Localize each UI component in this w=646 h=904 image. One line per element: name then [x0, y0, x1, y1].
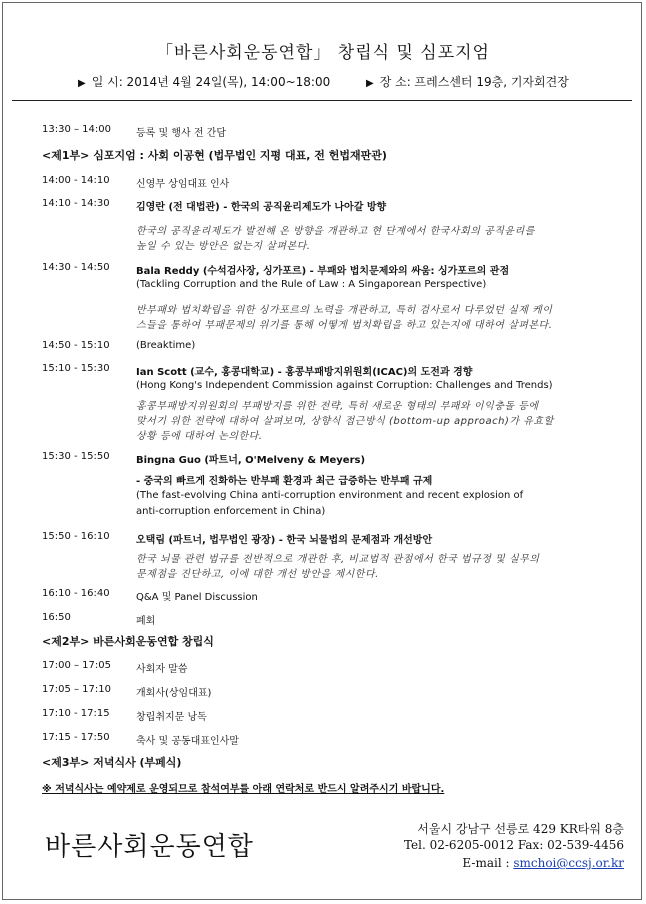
part-heading — [42, 754, 181, 770]
schedule-description: 상황 등에 대하여 논의한다. — [136, 431, 263, 442]
schedule-subtitle-en: (The fast-evolving China anti-corruption environment and recent explosion of — [136, 490, 524, 501]
schedule-time: 15:10 - 15:30 — [42, 363, 110, 374]
schedule-time: 14:30 - 14:50 — [42, 262, 110, 273]
schedule-description: 높일 수 있는 방안은 없는지 살펴본다. — [136, 241, 311, 252]
schedule-time: 14:10 - 14:30 — [42, 198, 110, 209]
place-info — [366, 73, 569, 90]
part-number: <제2부> — [42, 635, 90, 648]
schedule-text: 신영무 상임대표 인사 — [136, 179, 230, 190]
schedule-time: 14:50 - 15:10 — [42, 340, 110, 351]
schedule-text: 김영란 (전 대법관) - 한국의 공직윤리제도가 나아갈 방향 — [136, 202, 387, 213]
part-number: <제3부> — [42, 756, 90, 769]
page-title: 「바른사회운동연합」 창립식 및 심포지엄 — [156, 43, 490, 63]
schedule-text: 오택림 (파트너, 법무법인 광장) - 한국 뇌물법의 문제점과 개선방안 — [136, 535, 433, 546]
part-title: 저녁식사 (부페식) — [93, 756, 182, 769]
schedule-subtitle-en: anti-corruption enforcement in China) — [136, 506, 326, 517]
organization-name: 바른사회운동연합 — [45, 832, 254, 862]
schedule-text: 축사 및 공동대표인사말 — [136, 736, 239, 747]
schedule-text: 개회사(상임대표) — [136, 688, 212, 699]
schedule-text: Bala Reddy (수석검사장, 싱가포르) - 부패와 법치문제와의 싸움: 싱가포르의 관점 — [136, 266, 510, 277]
schedule-description: 문제점을 진단하고, 이에 대한 개선 방안을 제시한다. — [136, 569, 379, 580]
schedule-time: 15:30 - 15:50 — [42, 451, 110, 462]
part-title: 심포지엄 : 사회 이공현 (법무법인 지평 대표, 전 헌법재판관) — [93, 149, 387, 162]
schedule-time: 17:15 - 17:50 — [42, 732, 110, 743]
schedule-description: 맞서기 위한 전략에 대하여 살펴보며, 상향식 접근방식 (bottom-up approach)가 유효할 — [136, 416, 554, 427]
schedule-time: 17:00 – 17:05 — [42, 660, 111, 671]
header-divider — [12, 100, 632, 101]
schedule-subtitle: - 중국의 빠르게 진화하는 반부패 환경과 최근 급증하는 반부패 규제 — [136, 476, 433, 487]
schedule-text: Ian Scott (교수, 홍콩대학교) - 홍콩부패방지위원회(ICAC)의 도전과 경향 — [136, 367, 473, 378]
schedule-time: 14:00 - 14:10 — [42, 175, 110, 186]
schedule-time: 15:50 - 16:10 — [42, 531, 110, 542]
schedule-time: 17:05 – 17:10 — [42, 684, 111, 695]
schedule-time: 16:50 — [42, 612, 71, 623]
schedule-description: 한국 뇌물 관련 법규를 전반적으로 개관한 후, 비교법적 관점에서 한국 법규정 및 실무의 — [136, 554, 540, 565]
place-label: 장 소: 프레스센터 19층, 기자회견장 — [379, 75, 569, 89]
schedule-time: 13:30 – 14:00 — [42, 124, 111, 135]
schedule-text: 사회자 말씀 — [136, 664, 188, 675]
schedule-description: 스들을 통하여 부패문제의 위기를 통해 어떻게 법치확립을 하고 있는지에 대하여 살펴본다. — [136, 320, 553, 331]
date-info — [78, 73, 330, 90]
part-heading — [42, 633, 214, 649]
schedule-text: (Breaktime) — [136, 340, 196, 351]
part-heading — [42, 147, 387, 163]
email-link[interactable]: smchoi@ccsj.or.kr — [513, 856, 624, 870]
schedule-text: Q&A 및 Panel Discussion — [136, 592, 258, 603]
schedule-text: 등록 및 행사 전 간담 — [136, 128, 226, 139]
schedule-text: Bingna Guo (파트너, O'Melveny & Meyers) — [136, 455, 366, 466]
schedule-description: 한국의 공직윤리제도가 발전해 온 방향을 개관하고 현 단계에서 한국사회의 공직윤리를 — [136, 226, 535, 237]
address-line: 서울시 강남구 선릉로 429 KR타워 8층 — [417, 822, 624, 836]
part-title: 바른사회운동연합 창립식 — [93, 635, 214, 648]
bullet-triangle-icon: ▶ — [78, 78, 86, 89]
email-line — [462, 856, 624, 870]
schedule-text: 폐회 — [136, 616, 156, 627]
reservation-notice: ※ 저녁식사는 예약제로 운영되므로 참석여부를 아래 연락처로 반드시 알려주시기 바랍니다. — [42, 784, 445, 795]
part-number: <제1부> — [42, 149, 90, 162]
schedule-description: 반부패와 법치확립을 위한 싱가포르의 노력을 개관하고, 특히 검사로서 다루었던 실제 케이 — [136, 305, 553, 316]
schedule-subtitle: (Tackling Corruption and the Rule of Law : A Singaporean Perspective) — [136, 279, 487, 290]
bullet-triangle-icon: ▶ — [366, 78, 374, 89]
schedule-text: 창립취지문 낭독 — [136, 712, 207, 723]
schedule-subtitle: (Hong Kong's Independent Commission against Corruption: Challenges and Trends) — [136, 380, 553, 391]
schedule-time: 16:10 - 16:40 — [42, 588, 110, 599]
schedule-time: 17:10 - 17:15 — [42, 708, 110, 719]
tel-fax-line: Tel. 02-6205-0012 Fax: 02-539-4456 — [403, 838, 624, 852]
email-label: E-mail : — [462, 856, 514, 870]
schedule-description: 홍콩부패방지위원회의 부패방지를 위한 전략, 특히 새로운 형태의 부패와 이익충돌 등에 — [136, 401, 539, 412]
date-label: 일 시: 2014년 4월 24일(목), 14:00~18:00 — [91, 75, 331, 89]
